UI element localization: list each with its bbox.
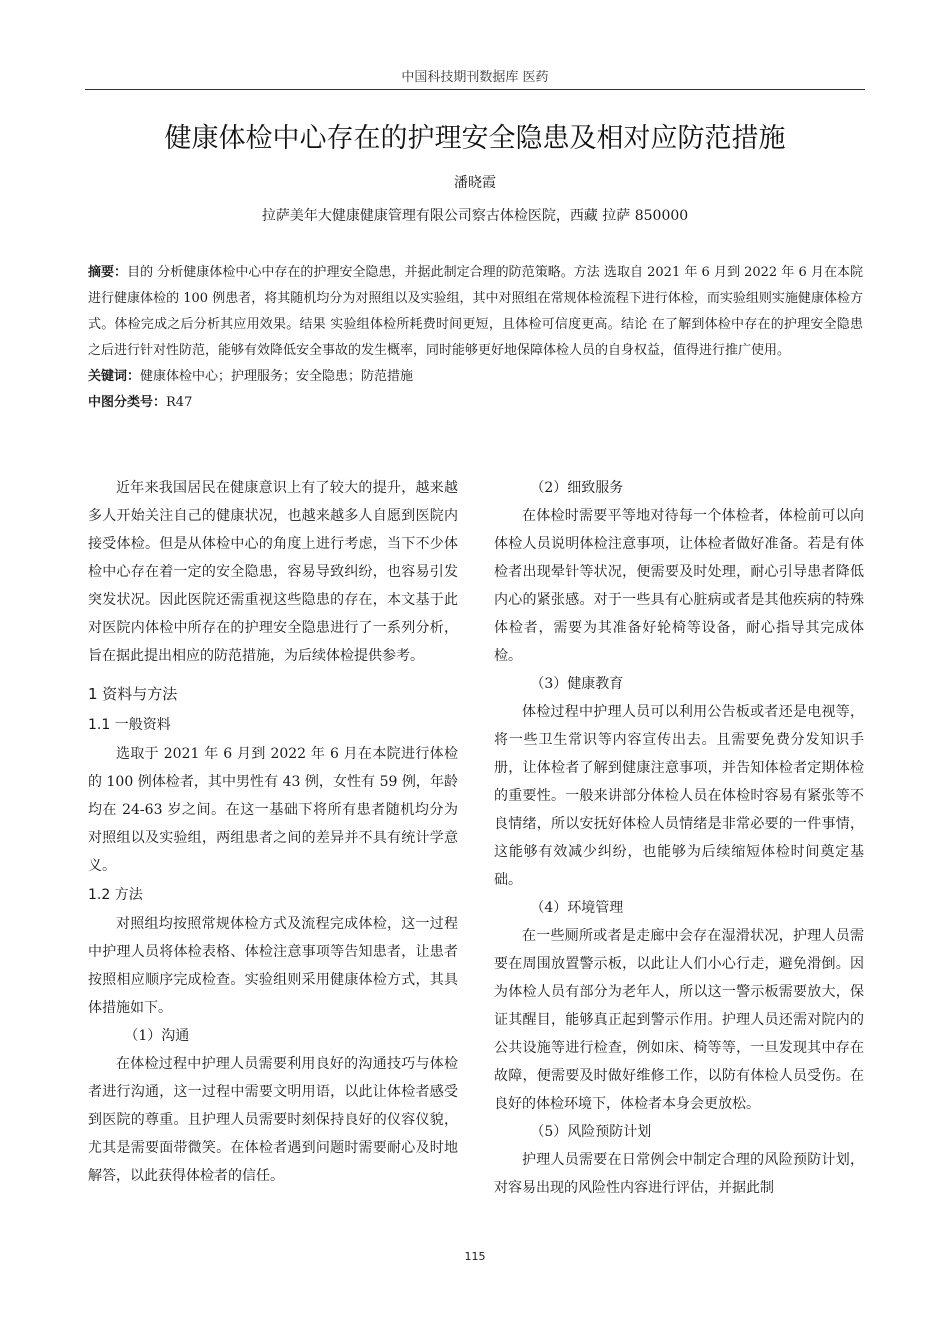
- methods-paragraph: 对照组均按照常规体检方式及流程完成体检，这一过程中护理人员将体检表格、体检注意事项等告知患者，让患者按照相应顺序完成检查。实验组则采用健康体检方式，其具体措施如下。: [88, 916, 458, 1016]
- communication-paragraph: 在体检过程中护理人员需要利用良好的沟通技巧与体检者进行沟通，这一过程中需要文明用语，以此让体检者感受到医院的尊重。且护理人员需要时刻保持良好的仪容仪貌，尤其是需要面带微笑。在体检者遇到问题时需要耐心及时地解答，以此获得体检者的信任。: [88, 1056, 458, 1184]
- section-heading-1-2: 1.2 方法: [88, 887, 143, 903]
- left-column: [88, 474, 458, 1190]
- header-rule: [85, 89, 865, 90]
- running-head: 中国科技期刊数据库 医药: [401, 70, 549, 85]
- article-title: 健康体检中心存在的护理安全隐患及相对应防范措施: [164, 123, 786, 154]
- abstract-text: 目的 分析健康体检中心中存在的护理安全隐患，并据此制定合理的防范策略。方法 选取自 2021 年 6 月到 2022 年 6 月在本院进行健康体检的 100 例患者，将其随机均分为对照组以及实验组，其中对照组在常规体检流程下进行体检，而实验组则实施健康体检方式。体检完成之后分析其应用效果。结果 实验组体检所耗费时间更短，且体检可信度更高。结论 在了解到体检中存在的护理安全隐患之后进行针对性防范，能够有效降低安全事故的发生概率，同时能够更好地保障体检人员的自身权益，值得进行推广使用。: [88, 265, 863, 358]
- abstract-block: [88, 260, 863, 416]
- detailed-service-paragraph: 在体检时需要平等地对待每一个体检者，体检前可以向体检人员说明体检注意事项，让体检者做好准备。若是有体检者出现晕针等状况，便需要及时处理，耐心引导患者降低内心的紧张感。对于一些具有心脏病或者是其他疾病的特殊体检者，需要为其准备好轮椅等设备，耐心指导其完成体检。: [494, 508, 864, 664]
- environment-paragraph: 在一些厕所或者是走廊中会存在湿滑状况，护理人员需要在周围放置警示板，以此让人们小心行走，避免滑倒。因为体检人员有部分为老年人，所以这一警示板需要放大，保证其醒目，能够真正起到警示作用。护理人员还需对院内的公共设施等进行检查，例如床、椅等等，一旦发现其中存在故障，便需要及时做好维修工作，以防有体检人员受伤。在良好的体检环境下，体检者本身会更放松。: [494, 928, 864, 1112]
- abstract-label: 摘要：: [88, 265, 128, 280]
- author: 潘晓霞: [454, 175, 496, 191]
- page-number: 115: [464, 1250, 486, 1263]
- section-heading-1-1: 1.1 一般资料: [88, 717, 171, 733]
- intro-paragraph: 近年来我国居民在健康意识上有了较大的提升，越来越多人开始关注自己的健康状况，也越来越多人自愿到医院内接受体检。但是从体检中心的角度上进行考虑，当下不少体检中心存在着一定的安全隐患，容易导致纠纷，也容易引发突发状况。因此医院还需重视这些隐患的存在，本文基于此对医院内体检中所存在的护理安全隐患进行了一系列分析，旨在据此提出相应的防范措施，为后续体检提供参考。: [88, 480, 458, 664]
- classification-label: 中图分类号：: [88, 395, 167, 410]
- section-heading-1: 1 资料与方法: [88, 685, 178, 703]
- subheading-communication: （1）沟通: [124, 1028, 190, 1044]
- right-column: [494, 474, 864, 1202]
- subheading-detailed-service: （2）细致服务: [530, 480, 624, 496]
- subheading-environment: （4）环境管理: [530, 900, 624, 916]
- subheading-health-education: （3）健康教育: [530, 676, 624, 692]
- classification-value: R47: [166, 395, 193, 410]
- general-data-paragraph: 选取于 2021 年 6 月到 2022 年 6 月在本院进行体检的 100 例体检者，其中男性有 43 例，女性有 59 例，年龄均在 24-63 岁之间。在这一基础下将所有患者随机均分为对照组以及实验组，两组患者之间的差异并不具有统计学意义。: [88, 746, 458, 874]
- abstract: [88, 260, 863, 364]
- health-education-paragraph: 体检过程中护理人员可以利用公告板或者还是电视等，将一些卫生常识等内容宣传出去。且需要免费分发知识手册，让体检者了解到健康注意事项，并告知体检者定期体检的重要性。一般来讲部分体检人员在体检时容易有紧张等不良情绪，所以安抚好体检人员情绪是非常必要的一件事情，这能够有效减少纠纷，也能够为后续缩短体检时间奠定基础。: [494, 704, 864, 888]
- keywords-label: 关键词：: [88, 369, 141, 384]
- risk-plan-paragraph: 护理人员需要在日常例会中制定合理的风险预防计划，对容易出现的风险性内容进行评估，并据此制: [494, 1152, 864, 1196]
- affiliation: 拉萨美年大健康健康管理有限公司察古体检医院，西藏 拉萨 850000: [261, 208, 689, 224]
- subheading-risk-plan: （5）风险预防计划: [530, 1124, 652, 1140]
- keywords: [88, 364, 863, 390]
- keywords-text: 健康体检中心；护理服务；安全隐患；防范措施: [140, 369, 414, 384]
- classification: [88, 390, 863, 416]
